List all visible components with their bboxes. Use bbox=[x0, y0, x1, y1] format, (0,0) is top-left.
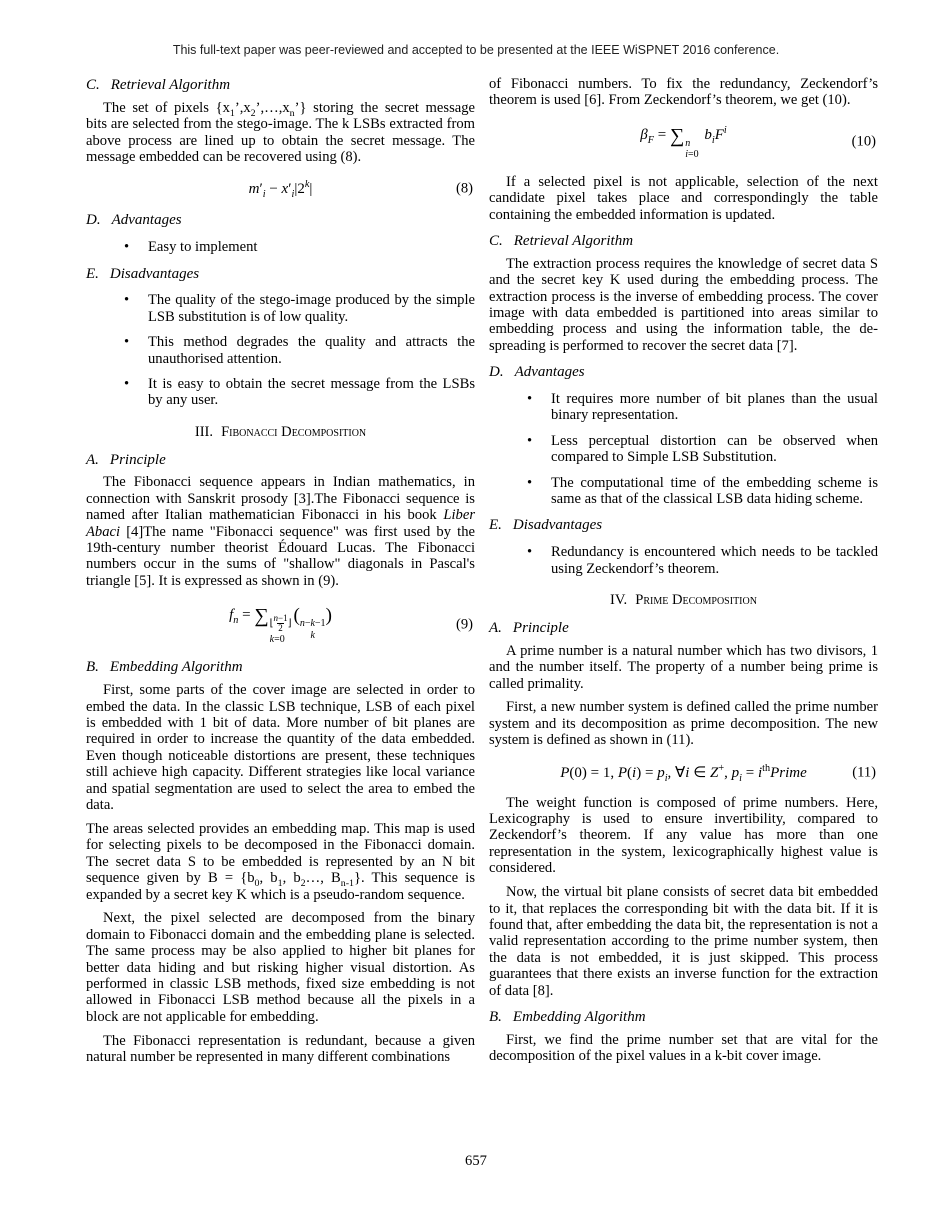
heading-label: C. bbox=[489, 233, 503, 250]
bullet-text: The quality of the stego-image produced by the simple LSB substitution is of low quality. bbox=[148, 292, 475, 325]
paragraph: of Fibonacci numbers. To fix the redundancy, Zeckendorf’s theorem is used [6]. From Zeckendorf’s theorem, we get (10). bbox=[489, 76, 878, 109]
bullet-list bbox=[489, 544, 878, 577]
equation-number: (9) bbox=[455, 616, 473, 633]
bullet-marker: • bbox=[124, 292, 130, 309]
heading-title: Prime Decomposition bbox=[635, 591, 757, 608]
paragraph: First, a new number system is defined called the prime number system and its decomposition as prime decomposition. The new system is defined as shown in (11). bbox=[489, 699, 878, 749]
heading-label: A. bbox=[86, 451, 99, 468]
bullet-marker: • bbox=[124, 239, 130, 256]
heading-title: Advantages bbox=[111, 212, 182, 229]
paragraph: First, we find the prime number set that are vital for the decomposition of the pixel values in a k-bit cover image. bbox=[489, 1031, 878, 1065]
equation bbox=[86, 179, 475, 201]
subsection-heading bbox=[489, 1008, 878, 1027]
bullet-text: Less perceptual distortion can be observed when compared to Simple LSB Substitution. bbox=[551, 432, 878, 466]
heading-label: E. bbox=[86, 265, 99, 282]
subsection-heading bbox=[86, 265, 475, 284]
paragraph: The areas selected provides an embedding map. This map is used for selecting pixels to be decomposed in the Fibonacci domain. The secret data S to be embedded is represented by an N bit sequence given by $B = \{b_0$, $b_1$, $b_2\dots$, $B_{n-1}$}. This sequence is expanded by a secret key K which is a pseudo-random sequence. bbox=[86, 820, 476, 903]
paragraph: The weight function is composed of prime numbers. Here, Lexicography is used to ensure invertibility, compared to Zeckendorf’s theorem. If any value has more than one representation in the system, lexicographically highest value is considered. bbox=[489, 794, 878, 877]
bullet-text: It requires more number of bit planes than the usual binary representation. bbox=[551, 390, 878, 424]
equation-body: $\beta_F$ = ∑ n i=0 $b_iF^i$ bbox=[640, 124, 727, 161]
heading-label: D. bbox=[86, 212, 101, 229]
paragraph: The extraction process requires the knowledge of secret data S and the secret key K used during the embedding process. The extraction process is the inverse of embedding process. The cover image with data embedded is partitioned into areas similar to embedding process and using the information table, the de-spreading is performed to recover the secret data [7]. bbox=[489, 255, 878, 354]
header-notice: This full-text paper was peer-reviewed and accepted to be presented at the IEEE WiSPNET 2016 conference. bbox=[172, 43, 780, 57]
equation-body: $m'_i - x'_i|2^k|$ bbox=[248, 179, 313, 201]
bullet-item bbox=[489, 433, 878, 466]
equation-number: (10) bbox=[851, 133, 876, 150]
paragraph: Next, the pixel selected are decomposed from the binary domain to Fibonacci domain and the embedding plane is selected. The same process may be also applied to higher bit planes for better data hiding and but risking higher visual distortion. As performed in classic LSB methods, fixed size embedding is not allowed in Fibonacci LSB method because all the pixels in a block are not applicable for embedding. bbox=[86, 910, 475, 1025]
heading-title: Principle bbox=[109, 451, 166, 468]
subsection-heading bbox=[86, 211, 475, 230]
subsection-heading bbox=[489, 516, 878, 535]
bullet-item bbox=[489, 475, 878, 508]
right-column bbox=[489, 76, 878, 1073]
heading-label: B. bbox=[86, 659, 99, 676]
bullet-marker: • bbox=[124, 334, 130, 351]
section-heading bbox=[489, 591, 878, 610]
bullet-text: Easy to implement bbox=[148, 239, 258, 256]
equation-body: $f_n$ = ∑ ⌊ $\frac{n-1}{2}$ ⌋ k=0 ( n−k−1 k ) bbox=[229, 605, 332, 645]
heading-title: Principle bbox=[512, 619, 569, 636]
subsection-heading bbox=[86, 658, 475, 677]
bullet-marker: • bbox=[527, 544, 533, 561]
subsection-heading bbox=[86, 451, 475, 470]
bullet-list bbox=[86, 239, 475, 255]
heading-title: Disadvantages bbox=[109, 265, 200, 282]
page-number: 657 bbox=[465, 1153, 487, 1169]
heading-label: D. bbox=[489, 364, 504, 381]
heading-title: Embedding Algorithm bbox=[512, 1009, 646, 1025]
heading-label: III. bbox=[194, 423, 214, 440]
bullet-list bbox=[489, 391, 878, 507]
bullet-text: It is easy to obtain the secret message from the LSBs by any user. bbox=[148, 375, 475, 409]
bullet-item bbox=[86, 239, 475, 255]
heading-label: B. bbox=[489, 1009, 502, 1025]
subsection-heading bbox=[489, 619, 878, 638]
equation-number: (8) bbox=[455, 180, 473, 197]
bullet-item bbox=[86, 334, 475, 367]
bullet-item bbox=[489, 544, 878, 577]
equation bbox=[86, 604, 475, 645]
page-content bbox=[86, 76, 878, 1073]
bullet-item bbox=[489, 391, 878, 424]
heading-label: IV. bbox=[610, 591, 628, 608]
bullet-item bbox=[86, 292, 475, 325]
heading-label: C. bbox=[86, 77, 100, 93]
bullet-text: This method degrades the quality and attracts the unauthorised attention. bbox=[148, 334, 475, 367]
paragraph: Now, the virtual bit plane consists of secret data bit embedded to it, that replaces the corresponding bit with the data bit. If it is found that, after embedding the data bit, the representation is not a valid representation according to the prime number system, then the data is not embedded, it is just skipped. This process guarantees that there exists an inverse function for the extraction of data [8]. bbox=[489, 884, 878, 999]
equation-body: P(0) = 1, $P(i) = p_i$, ∀i ∈ Z+, $p_i$ = $i^{th}Prime$ bbox=[560, 762, 807, 784]
heading-title: Fibonacci Decomposition bbox=[221, 423, 367, 440]
left-column bbox=[86, 76, 475, 1073]
bullet-text: The computational time of the embedding scheme is same as that of the classical LSB data hiding scheme. bbox=[551, 474, 878, 507]
equation bbox=[489, 124, 878, 161]
bullet-item bbox=[86, 376, 475, 409]
paragraph: The Fibonacci representation is redundant, because a given natural number be represented in many different combinations bbox=[86, 1032, 475, 1066]
bullet-marker: • bbox=[124, 375, 130, 392]
equation bbox=[489, 764, 878, 782]
heading-label: A. bbox=[489, 619, 502, 636]
heading-title: Advantages bbox=[514, 364, 585, 381]
paragraph: A prime number is a natural number which has two divisors, 1 and the number itself. The property of a number being prime is called primality. bbox=[489, 642, 878, 692]
bullet-marker: • bbox=[527, 390, 533, 407]
heading-title: Embedding Algorithm bbox=[109, 659, 243, 676]
subsection-heading bbox=[489, 363, 878, 382]
heading-title: Disadvantages bbox=[512, 517, 603, 534]
subsection-heading bbox=[489, 232, 878, 251]
bullet-marker: • bbox=[527, 474, 533, 491]
subsection-heading bbox=[86, 76, 475, 95]
paragraph: The set of pixels $\{x_1’,x_2’,\dots,x_n’\}$ storing the secret message bits are selected from the stego-image. The k LSBs extracted from above process are lined up to obtain the secret message. The message embedded can be recovered using (8). bbox=[86, 99, 475, 165]
section-heading bbox=[86, 423, 475, 442]
bullet-list bbox=[86, 292, 475, 408]
paragraph: If a selected pixel is not applicable, selection of the next candidate pixel takes place and correspondingly the table containing the embedded information is updated. bbox=[489, 173, 878, 223]
equation-number: (11) bbox=[852, 763, 876, 780]
heading-title: Retrieval Algorithm bbox=[513, 233, 634, 250]
bullet-marker: • bbox=[527, 432, 533, 449]
heading-title: Retrieval Algorithm bbox=[110, 77, 231, 93]
paragraph: First, some parts of the cover image are selected in order to embed the data. In the classic LSB technique, LSB of each pixel is embedded with 1 bit of data. More number of bit planes are required in order to increase the quantity of the data embedded. Even though noticeable distortions are present, these techniques still achieve high capacity. Different strategies like local variance and spatial segmentation are used to select the area to embed the data. bbox=[86, 682, 475, 814]
bullet-text: Redundancy is encountered which needs to be tackled using Zeckendorf’s theorem. bbox=[551, 544, 878, 577]
heading-label: E. bbox=[489, 517, 502, 534]
paragraph: The Fibonacci sequence appears in Indian mathematics, in connection with Sanskrit prosody [3].The Fibonacci sequence is named after Italian mathematician Fibonacci in his book Liber Abaci [4]The name "Fibonacci sequence" was first used by the 19th-century number theorist Édouard Lucas. The Fibonacci numbers occur in the sums of "shallow" diagonals in Pascal's triangle [5]. It is expressed as shown in (9). bbox=[86, 474, 475, 589]
